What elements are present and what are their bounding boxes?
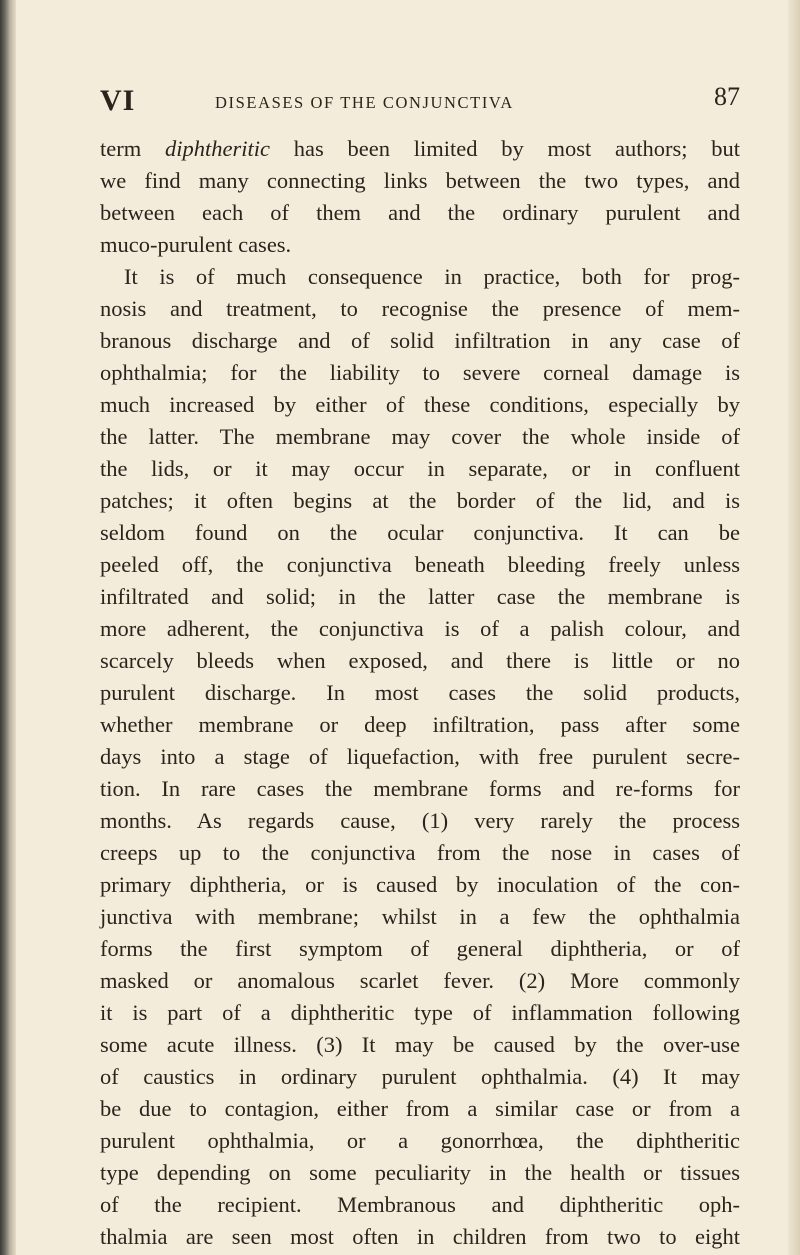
text-line: whether membrane or deep infiltration, pass after some xyxy=(100,712,740,737)
text-line: months. As regards cause, (1) very rarely the process xyxy=(100,808,740,833)
text-line: between each of them and the ordinary purulent and xyxy=(100,200,740,225)
text-line: masked or anomalous scarlet fever. (2) More commonly xyxy=(100,968,740,993)
text-line: thalmia are seen most often in children from two to eight xyxy=(100,1224,740,1249)
text-line: nosis and treatment, to recognise the presence of mem- xyxy=(100,296,740,321)
text-line: be due to contagion, either from a similar case or from a xyxy=(100,1096,740,1121)
italic-term: diphtheritic xyxy=(165,136,270,161)
text-line: branous discharge and of solid infiltration in any case of xyxy=(100,328,740,353)
text-line: tion. In rare cases the membrane forms and re-forms for xyxy=(100,776,740,801)
text-line xyxy=(100,133,740,165)
text-fragment: has been limited by most authors; but xyxy=(270,136,740,161)
text-line: patches; it often begins at the border of the lid, and is xyxy=(100,488,740,513)
running-title: DISEASES OF THE CONJUNCTIVA xyxy=(215,93,514,112)
text-line: of caustics in ordinary purulent ophthalmia. (4) It may xyxy=(100,1064,740,1089)
page-binding-edge xyxy=(0,0,16,1255)
page-right-edge xyxy=(788,0,800,1255)
text-line: more adherent, the conjunctiva is of a palish colour, and xyxy=(100,616,740,641)
page-number: 87 xyxy=(714,82,740,111)
running-header xyxy=(100,84,740,120)
text-line: peeled off, the conjunctiva beneath bleeding freely unless xyxy=(100,552,740,577)
text-line: seldom found on the ocular conjunctiva. It can be xyxy=(100,520,740,545)
text-line: we find many connecting links between the two types, and xyxy=(100,168,740,193)
text-line: scarcely bleeds when exposed, and there is little or no xyxy=(100,648,740,673)
text-line: ophthalmia; for the liability to severe corneal damage is xyxy=(100,360,740,385)
text-line: some acute illness. (3) It may be caused by the over-use xyxy=(100,1032,740,1057)
text-line: much increased by either of these conditions, especially by xyxy=(100,392,740,417)
text-line: forms the first symptom of general diphtheria, or of xyxy=(100,936,740,961)
text-line: creeps up to the conjunctiva from the nose in cases of xyxy=(100,840,740,865)
text-fragment: term xyxy=(100,136,165,161)
text-line: primary diphtheria, or is caused by inoculation of the con- xyxy=(100,872,740,897)
text-line: it is part of a diphtheritic type of inflammation following xyxy=(100,1000,740,1025)
text-line: infiltrated and solid; in the latter case the membrane is xyxy=(100,584,740,609)
text-line: It is of much consequence in practice, both for prog- xyxy=(124,264,740,289)
text-line: purulent ophthalmia, or a gonorrhœa, the diphtheritic xyxy=(100,1128,740,1153)
text-line: junctiva with membrane; whilst in a few the ophthalmia xyxy=(100,904,740,929)
text-line: muco-purulent cases. xyxy=(100,232,292,257)
text-line: the lids, or it may occur in separate, or in confluent xyxy=(100,456,740,481)
body-text xyxy=(100,133,740,1253)
chapter-number: VI xyxy=(100,84,136,117)
text-line: purulent discharge. In most cases the solid products, xyxy=(100,680,740,705)
text-line: of the recipient. Membranous and diphtheritic oph- xyxy=(100,1192,740,1217)
text-line: days into a stage of liquefaction, with free purulent secre- xyxy=(100,744,740,769)
text-line: the latter. The membrane may cover the whole inside of xyxy=(100,424,740,449)
text-line: type depending on some peculiarity in the health or tissues xyxy=(100,1160,740,1185)
